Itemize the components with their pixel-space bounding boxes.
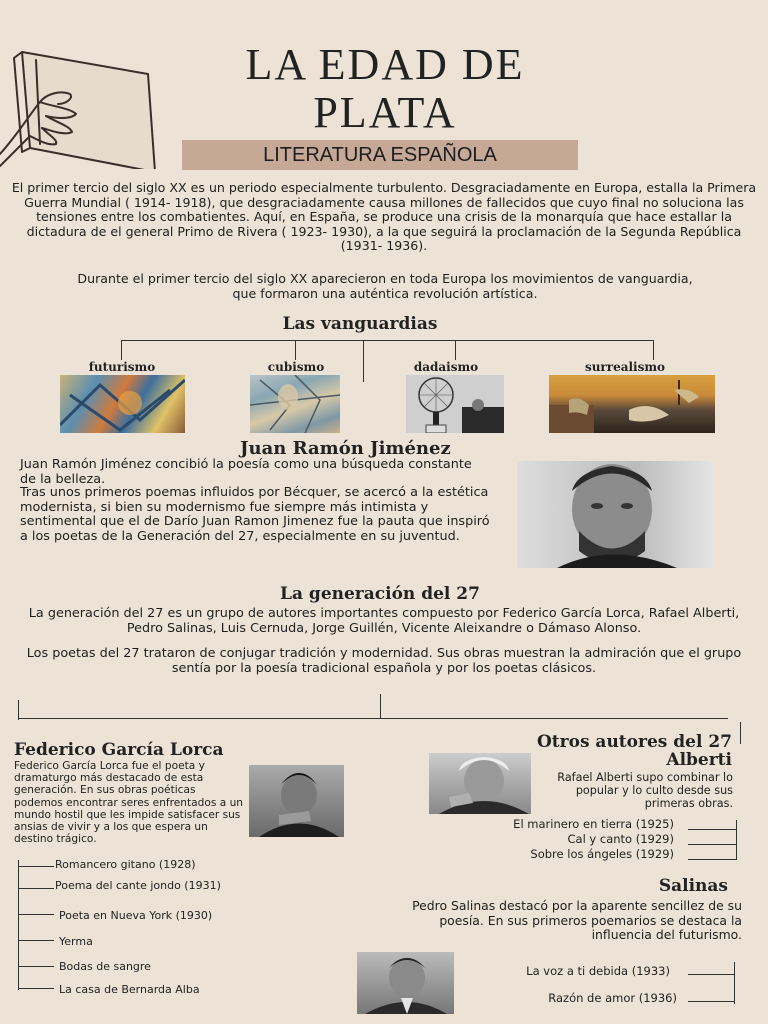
connector-tick: [688, 829, 736, 830]
lorca-text: Federico García Lorca fue el poeta y dramaturgo más destacado de esta generación. En sus obras poéticas podemos encontrar seres enfrentados a un mundo hostil que les impide satisfacer sus ansias de vivir y a los que espera un destino trágico.: [14, 760, 244, 846]
jrj-heading: Juan Ramón Jiménez: [240, 438, 451, 459]
jrj-text-2: Tras unos primeros poemas influidos por Bécquer, se acercó a la estética modernista, si bien su modernismo fue siempre más intimista y sentimental que el de Darío Juan Ramon Jimenez fue la pauta que inspiró a los poetas de la Generación del 27, especialmente en su juventud.: [20, 485, 490, 544]
lorca-portrait: [249, 765, 344, 837]
alberti-heading: Alberti: [666, 750, 732, 770]
futurismo-painting: [60, 375, 185, 433]
dadaismo-photo: [406, 375, 504, 433]
vanguardia-label-futurismo: futurismo: [88, 360, 156, 374]
lorca-work-item: Poeta en Nueva York (1930): [59, 909, 213, 922]
connector-tick: [455, 340, 456, 360]
vanguardia-label-cubismo: cubismo: [267, 360, 325, 374]
gen27-connector: [18, 718, 728, 719]
intro-paragraph-1: El primer tercio del siglo XX es un periodo especialmente turbulento. Desgraciadamente en Europa, estalla la Primera Guerra Mundial ( 1914- 1918), que desgraciadamente causa millones de fallecidos que cuyo final no soluciona las tensiones entre los combatientes. Aquí, en España, se produce una crisis de la monarquía que hace estallar la dictadura de el general Primo de Rivera ( 1923- 1930), a la que seguirá la proclamación de la Segunda República (1931- 1936).: [11, 180, 757, 254]
salinas-text: Pedro Salinas destacó por la aparente sencillez de su poesía. En sus primeros poemarios se destaca la influencia del futurismo.: [412, 898, 742, 943]
page-title-line2: PLATA: [313, 88, 457, 137]
connector-tick: [121, 340, 122, 360]
salinas-work-item: Razón de amor (1936): [548, 991, 677, 1005]
connector-tick: [380, 694, 381, 718]
alberti-work-item: Cal y canto (1929): [567, 832, 674, 846]
connector-tick: [653, 340, 654, 360]
gen27-paragraph-1: La generación del 27 es un grupo de autores importantes compuesto por Federico García Lorca, Rafael Alberti, Pedro Salinas, Luis Cernuda, Jorge Guillén, Vicente Aleixandre o Dámaso Alonso.: [28, 606, 740, 636]
connector-tick: [295, 340, 296, 360]
alberti-text: Rafael Alberti supo combinar lo popular y lo culto desde sus primeras obras.: [557, 771, 733, 810]
vanguardia-label-dadaismo: dadaismo: [413, 360, 479, 374]
salinas-work-item: La voz a ti debida (1933): [526, 964, 670, 978]
vanguardia-label-surrealismo: surrealismo: [584, 360, 666, 374]
connector-tick: [18, 940, 54, 941]
connector-tick: [740, 722, 741, 744]
alberti-portrait: [429, 753, 531, 814]
salinas-portrait: [357, 952, 454, 1014]
otros-autores-heading: Otros autores del 27: [536, 732, 732, 752]
intro-paragraph-2: Durante el primer tercio del siglo XX aparecieron en toda Europa los movimientos de vanguardia, que formaron una auténtica revolución artística.: [77, 271, 693, 301]
page-title-line1: LA EDAD DE: [245, 40, 525, 89]
surrealismo-painting: [549, 375, 715, 433]
connector-tick: [18, 866, 54, 867]
lorca-work-item: Poema del cante jondo (1931): [55, 879, 221, 892]
connector-tick: [18, 966, 54, 967]
connector-tick: [18, 700, 19, 720]
connector-tick: [18, 888, 54, 889]
connector-tick: [688, 859, 736, 860]
lorca-work-item: Bodas de sangre: [59, 960, 151, 973]
salinas-works-connector: [734, 962, 735, 1004]
connector-tick: [18, 988, 54, 989]
salinas-heading: Salinas: [658, 876, 728, 896]
lorca-works-connector: [18, 860, 19, 990]
cubismo-painting: [250, 375, 340, 433]
lorca-heading: Federico García Lorca: [14, 740, 224, 760]
alberti-works-connector: [736, 820, 737, 860]
vanguardias-heading: Las vanguardias: [282, 314, 438, 334]
lorca-work-item: Yerma: [59, 935, 93, 948]
jrj-portrait: [517, 461, 714, 568]
connector-tick: [363, 340, 364, 382]
connector-tick: [688, 974, 734, 975]
lorca-work-item: Romancero gitano (1928): [55, 858, 196, 871]
connector-tick: [688, 844, 736, 845]
subtitle: LITERATURA ESPAÑOLA: [263, 144, 497, 166]
hand-book-illustration: [0, 44, 165, 169]
lorca-work-item: La casa de Bernarda Alba: [59, 983, 200, 996]
connector-tick: [18, 914, 54, 915]
connector-tick: [688, 1001, 734, 1002]
alberti-work-item: Sobre los ángeles (1929): [530, 847, 674, 861]
gen27-heading: La generación del 27: [280, 584, 480, 604]
alberti-work-item: El marinero en tierra (1925): [513, 817, 674, 831]
jrj-text-1: Juan Ramón Jiménez concibió la poesía como una búsqueda constante de la belleza.: [20, 457, 472, 487]
gen27-paragraph-2: Los poetas del 27 trataron de conjugar tradición y modernidad. Sus obras muestran la admiración que el grupo sentía por la poesía tradicional española y por los poetas clásicos.: [26, 646, 742, 676]
vanguardias-connector: [121, 340, 653, 341]
